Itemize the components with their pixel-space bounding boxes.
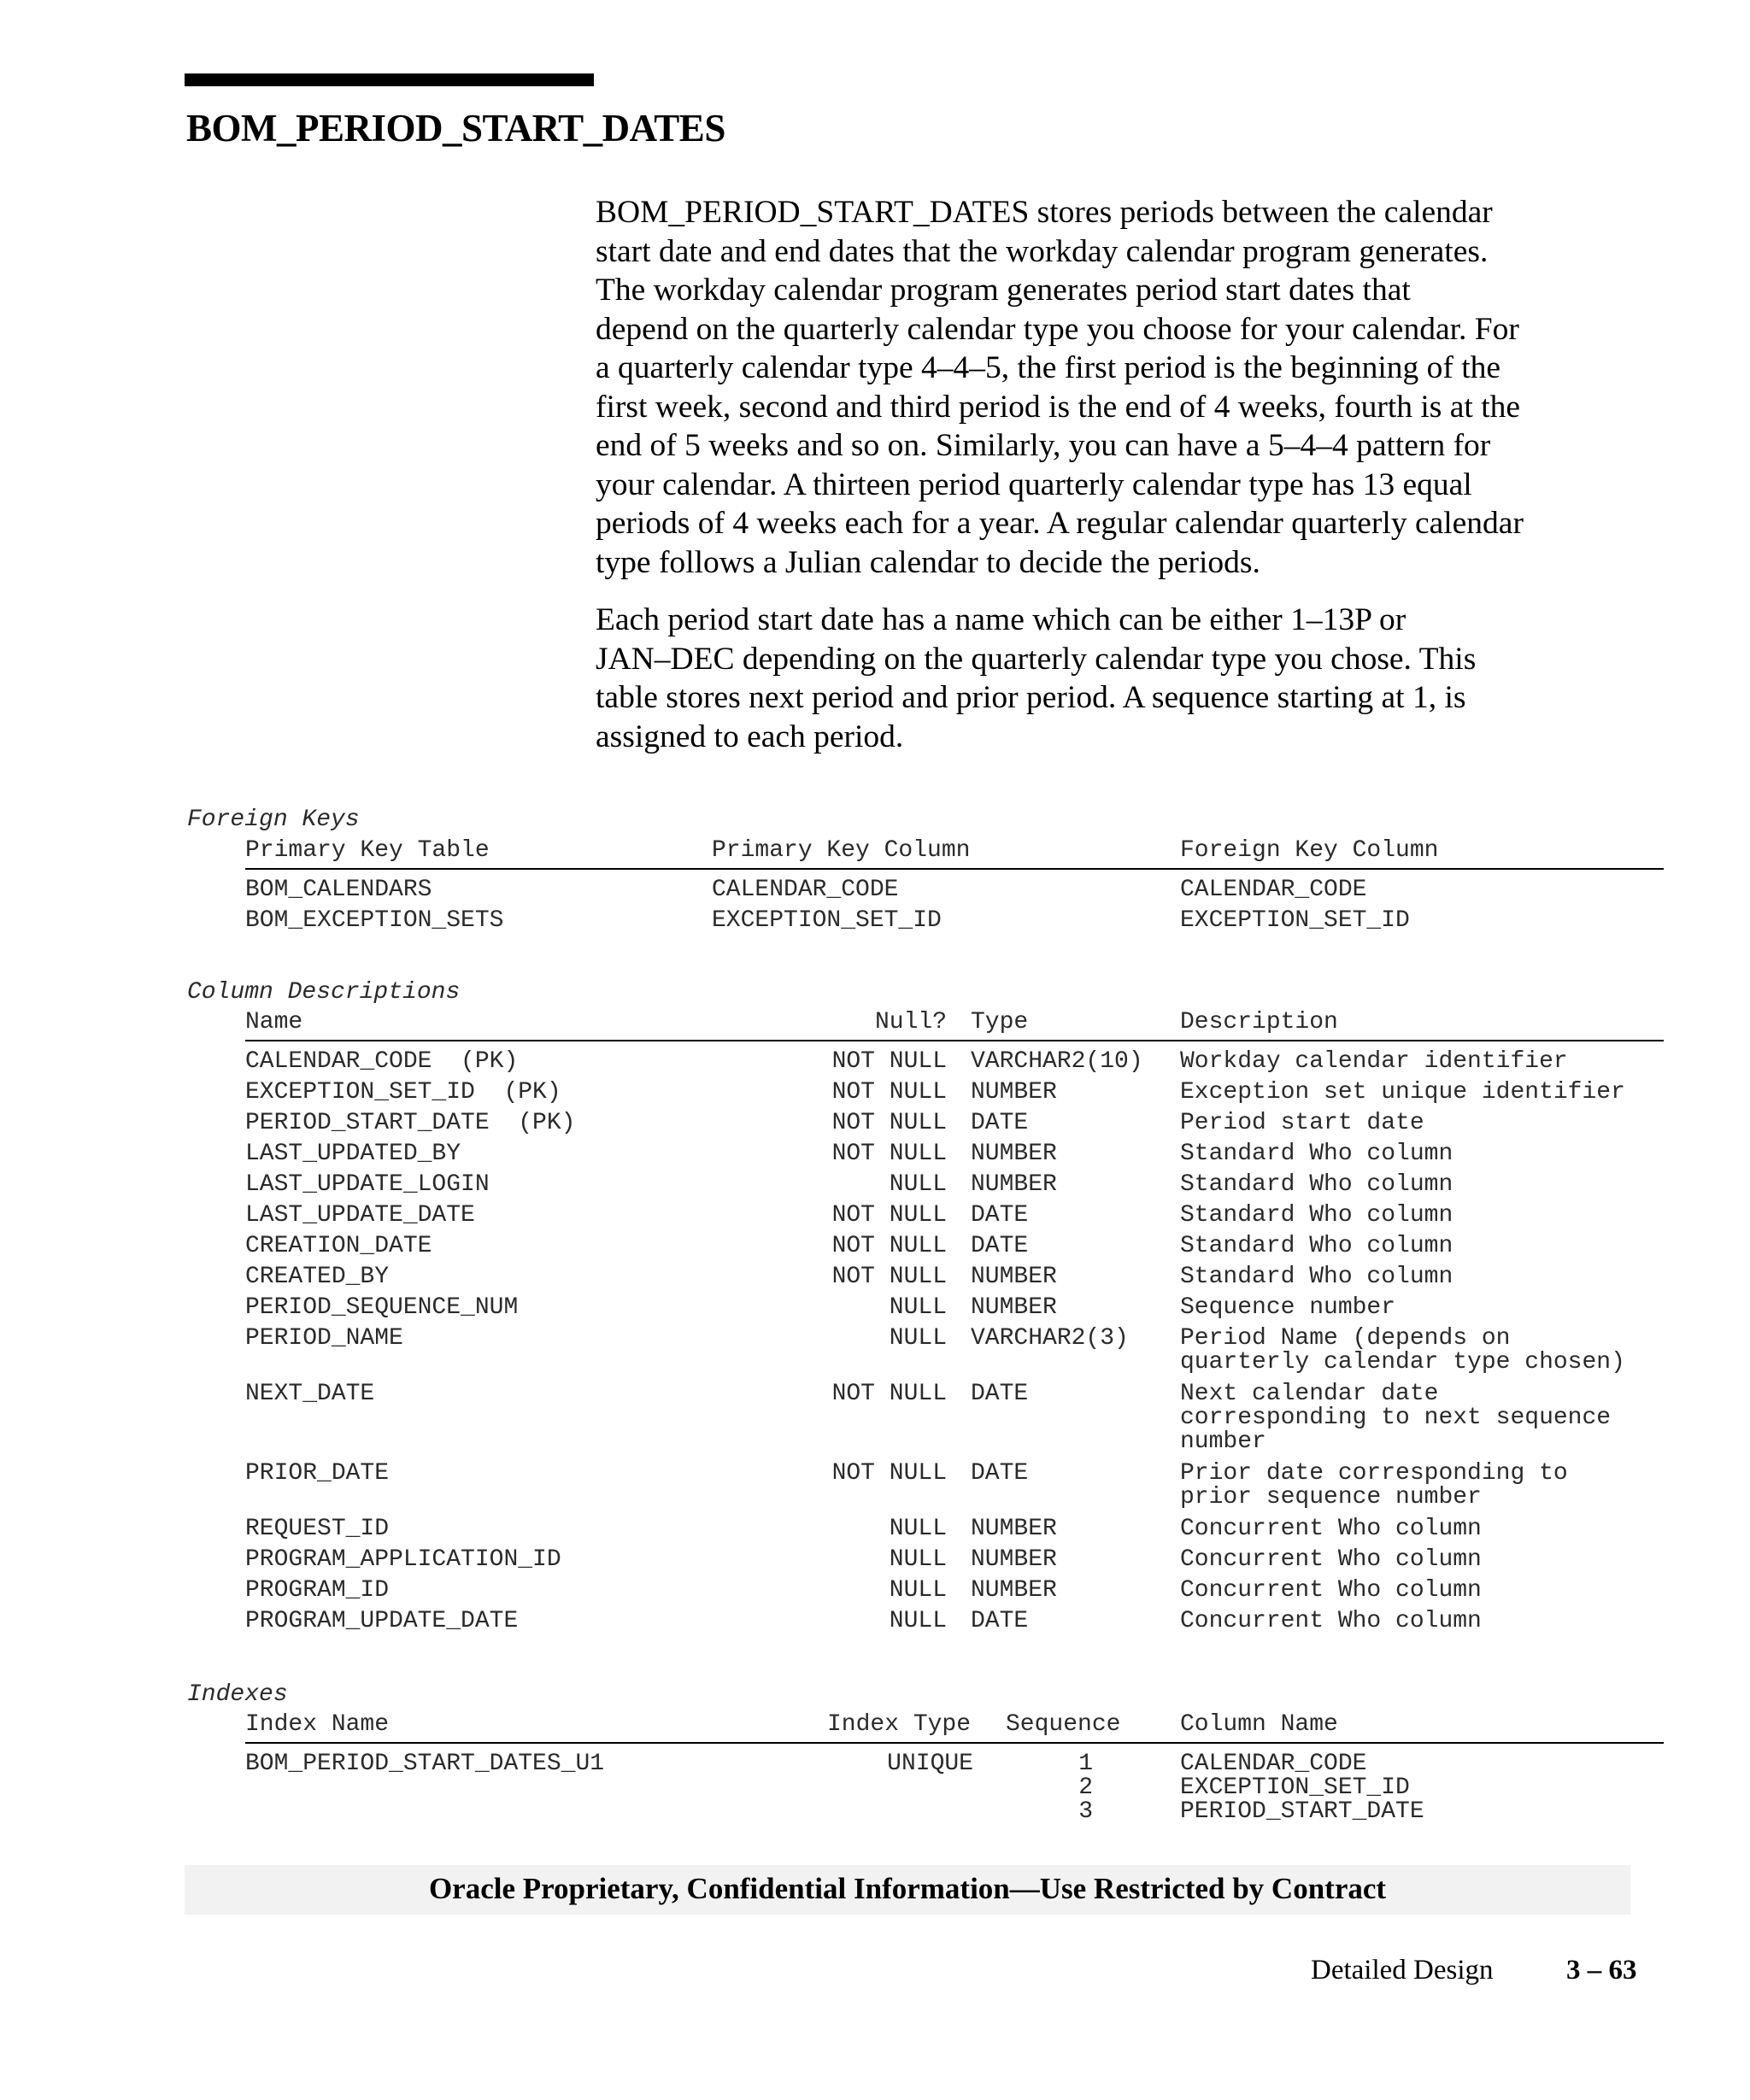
column-type: DATE	[971, 1608, 1029, 1634]
column-name: CREATION_DATE	[245, 1233, 432, 1259]
index-sequence: 1 2 3	[1078, 1751, 1093, 1825]
text-line: end of 5 weeks and so on. Similarly, you can have a 5–4–4 pattern for	[596, 428, 1491, 463]
fk-header-primary-key-column: Primary Key Column	[712, 837, 971, 864]
table-row	[245, 1173, 1664, 1202]
column-description: Concurrent Who column	[1180, 1546, 1482, 1573]
column-description: Exception set unique identifier	[1180, 1079, 1625, 1106]
idx-header-index-type: Index Type	[827, 1711, 972, 1738]
column-type: NUMBER	[971, 1577, 1057, 1604]
foreign-keys-label: Foreign Keys	[187, 807, 360, 833]
column-null: NULL	[889, 1171, 947, 1198]
table-row	[245, 1265, 1664, 1294]
column-name: CREATED_BY	[245, 1264, 390, 1290]
fk-primary-key-column: CALENDAR_CODE	[712, 877, 899, 903]
column-name: CALENDAR_CODE (PK)	[245, 1048, 519, 1075]
column-description: Standard Who column	[1180, 1141, 1453, 1167]
footer-section-name: Detailed Design	[1311, 1955, 1494, 1986]
table-row	[245, 1204, 1664, 1233]
table-row	[245, 1296, 1664, 1325]
column-null: NULL	[889, 1325, 947, 1352]
idx-header-sequence: Sequence	[1006, 1711, 1121, 1738]
fk-foreign-key-column: CALENDAR_CODE	[1180, 877, 1367, 903]
column-name: NEXT_DATE	[245, 1381, 375, 1407]
column-null: NOT NULL	[831, 1110, 947, 1136]
text-line: your calendar. A thirteen period quarterly calendar type has 13 equal	[596, 466, 1472, 502]
table-row	[245, 909, 1664, 938]
text-line: JAN–DEC depending on the quarterly calendar type you chose. This	[596, 641, 1477, 677]
column-type: VARCHAR2(3)	[971, 1325, 1129, 1352]
table-row	[245, 1081, 1664, 1110]
column-null: NOT NULL	[831, 1460, 947, 1487]
column-name: PROGRAM_UPDATE_DATE	[245, 1608, 519, 1634]
column-description: Concurrent Who column	[1180, 1516, 1482, 1542]
text-line: table stores next period and prior period. A sequence starting at 1, is	[596, 680, 1466, 715]
table-row	[245, 1050, 1664, 1079]
text-line: periods of 4 weeks each for a year. A regular calendar quarterly calendar	[596, 506, 1524, 541]
column-type: DATE	[971, 1110, 1029, 1136]
text-line: BOM_PERIOD_START_DATES stores periods between the calendar	[596, 195, 1493, 230]
column-null: NOT NULL	[831, 1381, 947, 1407]
column-null: NULL	[889, 1546, 947, 1573]
column-description: Period Name (depends on quarterly calendar type chosen)	[1180, 1325, 1625, 1376]
column-null: NOT NULL	[831, 1202, 947, 1229]
column-name: PROGRAM_ID	[245, 1577, 390, 1604]
fk-primary-key-table: BOM_CALENDARS	[245, 877, 432, 903]
fk-primary-key-table: BOM_EXCEPTION_SETS	[245, 907, 504, 934]
column-type: DATE	[971, 1233, 1029, 1259]
column-description: Sequence number	[1180, 1294, 1396, 1321]
fk-foreign-key-column: EXCEPTION_SET_ID	[1180, 907, 1410, 934]
column-description: Concurrent Who column	[1180, 1608, 1482, 1634]
text-line: assigned to each period.	[596, 719, 904, 754]
column-name: EXCEPTION_SET_ID (PK)	[245, 1079, 561, 1106]
column-null: NULL	[889, 1577, 947, 1604]
column-descriptions-label: Column Descriptions	[187, 979, 461, 1006]
column-name: PRIOR_DATE	[245, 1460, 390, 1487]
column-type: NUMBER	[971, 1141, 1057, 1167]
text-line: a quarterly calendar type 4–4–5, the first period is the beginning of the	[596, 350, 1501, 385]
column-null: NULL	[889, 1516, 947, 1542]
column-null: NOT NULL	[831, 1048, 947, 1075]
column-name: PERIOD_START_DATE (PK)	[245, 1110, 576, 1136]
title-rule	[185, 73, 594, 86]
col-header-name: Name	[245, 1009, 303, 1035]
column-type: NUMBER	[971, 1079, 1057, 1106]
foreign-keys-header	[245, 839, 1664, 870]
fk-header-primary-key-table: Primary Key Table	[245, 837, 490, 864]
indexes-header	[245, 1713, 1664, 1744]
column-descriptions-header	[245, 1011, 1664, 1041]
column-description: Workday calendar identifier	[1180, 1048, 1568, 1075]
column-name: REQUEST_ID	[245, 1516, 390, 1542]
page-title: BOM_PERIOD_START_DATES	[186, 107, 725, 150]
idx-header-index-name: Index Name	[245, 1711, 390, 1738]
index-name: BOM_PERIOD_START_DATES_U1	[245, 1751, 605, 1777]
intro-paragraph-2	[596, 601, 1638, 756]
column-description: Prior date corresponding to prior sequence number	[1180, 1460, 1568, 1510]
table-row	[245, 1460, 1664, 1510]
column-type: DATE	[971, 1202, 1029, 1229]
column-name: PERIOD_SEQUENCE_NUM	[245, 1294, 519, 1321]
column-type: NUMBER	[971, 1546, 1057, 1573]
table-row	[245, 1548, 1664, 1577]
column-null: NOT NULL	[831, 1079, 947, 1106]
table-row	[245, 878, 1664, 907]
column-null: NOT NULL	[831, 1141, 947, 1167]
footer-page-number: 3 – 63	[1566, 1955, 1637, 1986]
column-description: Next calendar date corresponding to next sequence number	[1180, 1381, 1612, 1455]
text-line: first week, second and third period is the end of 4 weeks, fourth is at the	[596, 389, 1521, 425]
table-row	[245, 1751, 1664, 1825]
column-description: Standard Who column	[1180, 1171, 1453, 1198]
column-description: Period start date	[1180, 1110, 1424, 1136]
column-description: Concurrent Who column	[1180, 1577, 1482, 1604]
column-type: NUMBER	[971, 1171, 1057, 1198]
column-description: Standard Who column	[1180, 1202, 1453, 1229]
table-row	[245, 1235, 1664, 1264]
index-type: UNIQUE	[887, 1751, 973, 1777]
column-description: Standard Who column	[1180, 1264, 1453, 1290]
table-row	[245, 1142, 1664, 1171]
column-type: VARCHAR2(10)	[971, 1048, 1143, 1075]
text-line: type follows a Julian calendar to decide the periods.	[596, 544, 1260, 580]
table-row	[245, 1610, 1664, 1639]
column-type: DATE	[971, 1381, 1029, 1407]
column-type: DATE	[971, 1460, 1029, 1487]
column-null: NOT NULL	[831, 1233, 947, 1259]
fk-header-foreign-key-column: Foreign Key Column	[1180, 837, 1439, 864]
column-name: LAST_UPDATE_LOGIN	[245, 1171, 490, 1198]
column-type: NUMBER	[971, 1516, 1057, 1542]
table-row	[245, 1112, 1664, 1141]
idx-header-column-name: Column Name	[1180, 1711, 1338, 1738]
column-type: NUMBER	[971, 1264, 1057, 1290]
indexes-label: Indexes	[187, 1681, 288, 1708]
column-name: PROGRAM_APPLICATION_ID	[245, 1546, 561, 1573]
table-row	[245, 1579, 1664, 1608]
column-type: NUMBER	[971, 1294, 1057, 1321]
index-column-name: CALENDAR_CODE EXCEPTION_SET_ID PERIOD_START_DATE	[1180, 1751, 1424, 1825]
col-header-type: Type	[971, 1009, 1029, 1035]
fk-primary-key-column: EXCEPTION_SET_ID	[712, 907, 942, 934]
text-line: start date and end dates that the workday calendar program generates.	[596, 233, 1489, 269]
table-row	[245, 1517, 1664, 1546]
column-null: NULL	[889, 1294, 947, 1321]
col-header-description: Description	[1180, 1009, 1338, 1035]
column-name: PERIOD_NAME	[245, 1325, 403, 1352]
column-null: NOT NULL	[831, 1264, 947, 1290]
column-name: LAST_UPDATED_BY	[245, 1141, 461, 1167]
table-row	[245, 1381, 1664, 1455]
column-name: LAST_UPDATE_DATE	[245, 1202, 475, 1229]
intro-paragraph-1	[596, 193, 1638, 582]
text-line: Each period start date has a name which can be either 1–13P or	[596, 602, 1406, 637]
column-description: Standard Who column	[1180, 1233, 1453, 1259]
text-line: The workday calendar program generates period start dates that	[596, 273, 1411, 308]
column-null: NULL	[889, 1608, 947, 1634]
footer-notice: Oracle Proprietary, Confidential Information––Use Restricted by Contract	[428, 1872, 1387, 1905]
col-header-null: Null?	[874, 1009, 947, 1035]
table-row	[245, 1325, 1664, 1376]
text-line: depend on the quarterly calendar type you choose for your calendar. For	[596, 311, 1519, 347]
